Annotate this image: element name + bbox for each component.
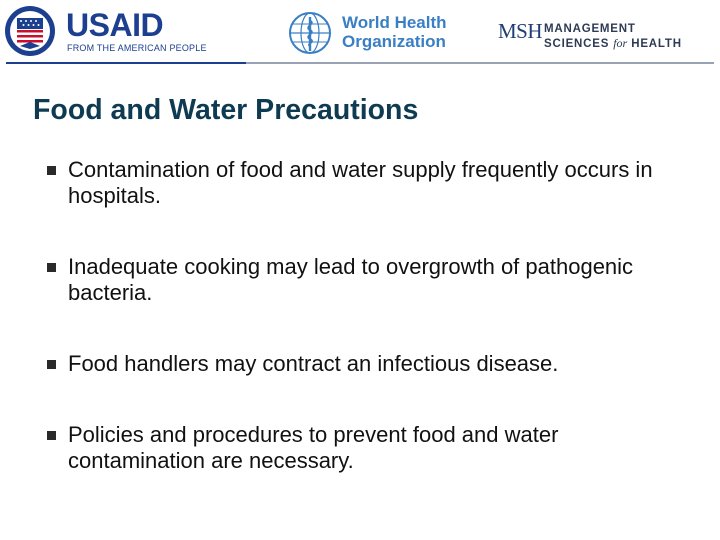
bullet-text: Inadequate cooking may lead to overgrowth of pathogenic bacteria. [68, 254, 634, 305]
who-name: World Health Organization [342, 13, 447, 51]
bullet-item [46, 351, 686, 377]
square-bullet-icon [47, 263, 56, 272]
header-rule-accent [6, 62, 246, 64]
bullet-item [46, 422, 686, 474]
bullet-text: Policies and procedures to prevent food and water contamination are necessary. [68, 422, 559, 473]
usaid-tagline: FROM THE AMERICAN PEOPLE [67, 43, 207, 53]
slide-title: Food and Water Precautions [33, 94, 419, 126]
msh-name-sciences: SCIENCES [544, 38, 610, 50]
msh-name [544, 22, 714, 51]
header-rule [246, 62, 714, 64]
bullet-item [46, 254, 686, 306]
usaid-wordmark: USAID [66, 7, 164, 43]
msh-mark: MSH [498, 19, 543, 43]
msh-name-line1: MANAGEMENT [544, 23, 636, 35]
usaid-seal-icon [4, 5, 56, 57]
bullet-list [46, 157, 686, 474]
bullet-text: Contamination of food and water supply frequently occurs in hospitals. [68, 157, 653, 208]
msh-name-for: for [613, 36, 628, 50]
who-emblem-icon [288, 11, 332, 55]
logo-bar [0, 0, 720, 64]
bullet-text: Food handlers may contract an infectious disease. [68, 351, 559, 376]
bullet-item [46, 157, 686, 209]
msh-name-line2 [544, 36, 714, 51]
square-bullet-icon [47, 431, 56, 440]
square-bullet-icon [47, 360, 56, 369]
msh-name-health: HEALTH [631, 38, 682, 50]
square-bullet-icon [47, 166, 56, 175]
